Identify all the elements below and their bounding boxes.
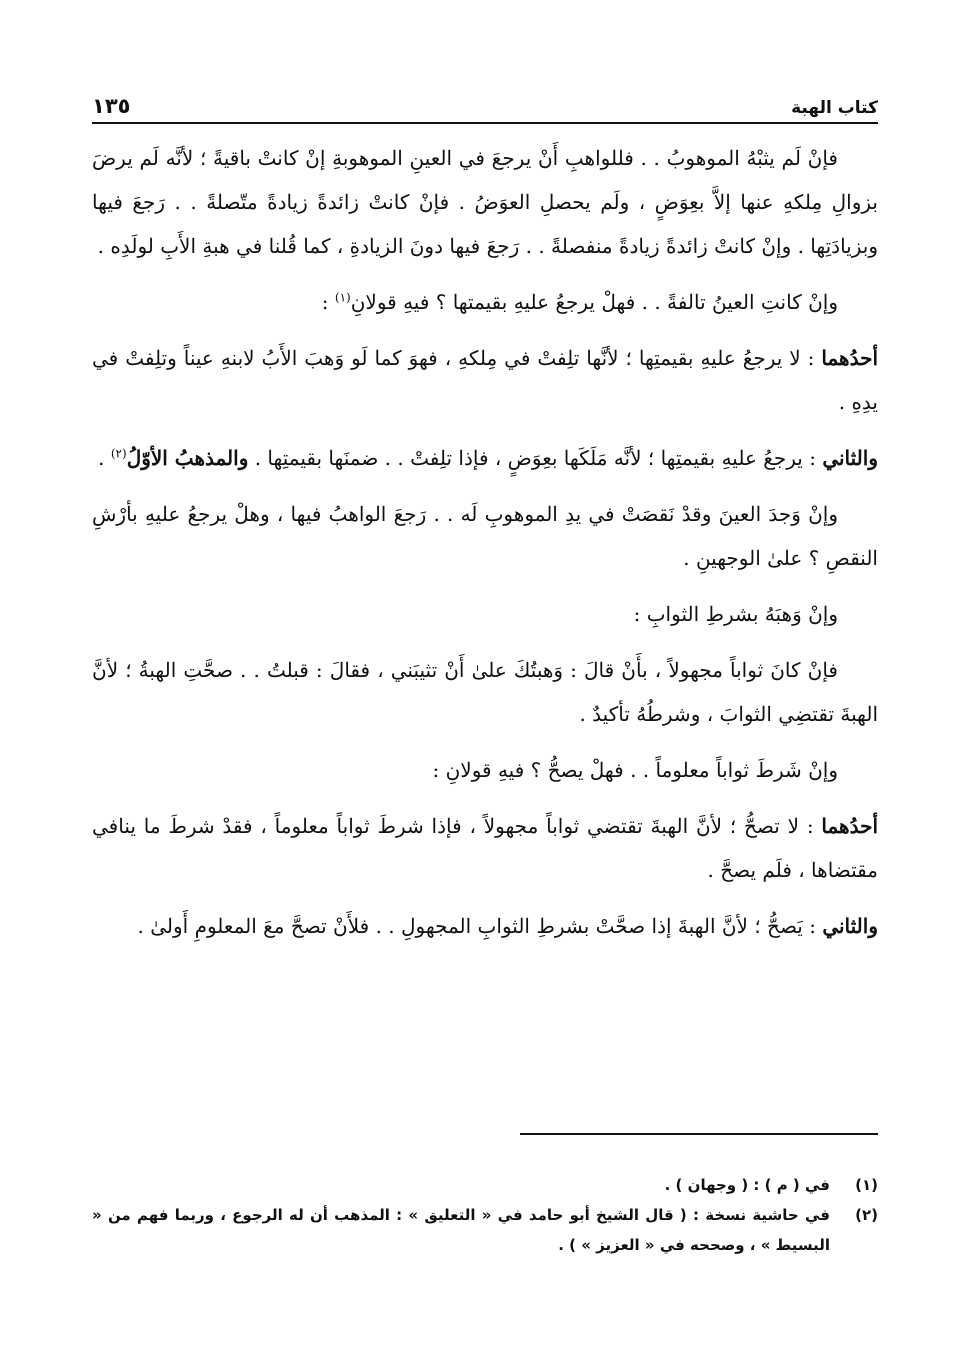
paragraph [92, 336, 878, 424]
footnote-marker: (١) [334, 290, 351, 305]
paragraph-text: وإنْ وَهبَهُ بشرطِ الثوابِ : [633, 602, 838, 626]
paragraph [92, 136, 878, 268]
main-text [92, 136, 878, 960]
paragraph-lead: أحدُهما [821, 346, 878, 370]
paragraph-text: : يَصحُّ ؛ لأنَّ الهبةَ إذا صحَّتْ بشرطِ الثوابِ المجهولِ . . فلأَنْ تصحَّ معَ المعلومِ أَولىٰ . [137, 914, 823, 938]
running-title: كتاب الهبة [791, 98, 878, 118]
paragraph [92, 436, 878, 480]
paragraph [92, 804, 878, 892]
footnote [92, 1200, 878, 1260]
paragraph-text: فإنْ كانَ ثواباً مجهولاً ، بأَنْ قالَ : وَهبتُكَ علىٰ أَنْ تثيبَني ، فقالَ : قبلتُ . . صحَّتِ الهبةُ ؛ لأنَّ الهبةَ تقتضِي الثوابَ ، وشرطُهُ تأكيدٌ . [92, 658, 878, 726]
paragraph [92, 648, 878, 736]
paragraph [92, 748, 878, 792]
footnote-text: في حاشية نسخة : ( قال الشيخ أبو حامد في « التعليق » : المذهب أن له الرجوع ، وربما فهم من « البسيط » ، وصححه في « العزيز » ) . [92, 1206, 830, 1254]
paragraph-text: : يرجعُ عليهِ بقيمتِها ؛ لأنَّه مَلَكَها بعِوَضٍ ، فإذا تلِفتْ . . ضمنَها بقيمتِها . [248, 446, 823, 470]
footnote-number: (٢) [855, 1206, 878, 1224]
paragraph-lead-secondary: والمذهبُ الأوّلُ [126, 446, 249, 470]
paragraph [92, 492, 878, 580]
page-header [92, 84, 878, 124]
paragraph-text: وإنْ وَجدَ العينَ وقدْ نَقصَتْ في يدِ الموهوبِ لَه . . رَجعَ الواهبُ فيها ، وهلْ يرجعُ عليهِ بأرْشِ النقصِ ؟ علىٰ الوجهينِ . [92, 502, 878, 570]
paragraph-text: فإنْ لَم يثبْهُ الموهوبُ . . فللواهبِ أَنْ يرجعَ في العينِ الموهوبةِ إنْ كانتْ باقيةً ؛ لأنَّه لَم يرضَ بزوالِ مِلكهِ عنها إلاَّ بعِوَضٍ ، ولَم يحصلِ العوَضُ . فإنْ كانتْ زائدةً زيادةً متّصلةً . . رَجعَ فيها وبزيادَتِها . وإنْ كانتْ زائدةً زيادةً منفصلةً . . رَجعَ فيها دونَ الزيادةِ ، كما قُلنا في هبةِ الأَبِ لولَدِه . [92, 146, 878, 258]
paragraph [92, 592, 878, 636]
paragraph-text: وإنْ شَرطَ ثواباً معلوماً . . فهلْ يصحُّ ؟ فيهِ قولانِ : [432, 758, 838, 782]
paragraph-tail: : [321, 290, 335, 314]
paragraph-lead: والثاني [822, 914, 878, 938]
page-number: ١٣٥ [92, 94, 131, 118]
paragraph [92, 904, 878, 948]
paragraph-tail: . [98, 446, 111, 470]
footnote-number: (١) [855, 1176, 878, 1194]
footnote-marker: (٢) [110, 446, 127, 461]
paragraph-text: : لا تصحُّ ؛ لأنَّ الهبةَ تقتضي ثواباً مجهولاً ، فإذا شرطَ ثواباً معلوماً ، فقدْ شرطَ ما ينافي مقتضاها ، فلَم يصحَّ . [92, 814, 878, 882]
paragraph [92, 280, 878, 324]
paragraph-text: : لا يرجعُ عليهِ بقيمتِها ؛ لأنَّها تلِفتْ في مِلكهِ ، فهوَ كما لَو وَهبَ الأَبُ لابنهِ عيناً وتلِفتْ في يدِهِ . [92, 346, 878, 414]
paragraph-lead: والثاني [822, 446, 878, 470]
footnotes [92, 1170, 878, 1260]
footnote [92, 1170, 878, 1200]
footnote-divider [520, 1133, 878, 1135]
footnote-text: في ( م ) : ( وجهان ) . [664, 1176, 830, 1194]
paragraph-lead: أحدُهما [821, 814, 878, 838]
paragraph-text: وإنْ كانتِ العينُ تالفةً . . فهلْ يرجعُ عليهِ بقيمتها ؟ فيهِ قولانِ [350, 290, 838, 314]
